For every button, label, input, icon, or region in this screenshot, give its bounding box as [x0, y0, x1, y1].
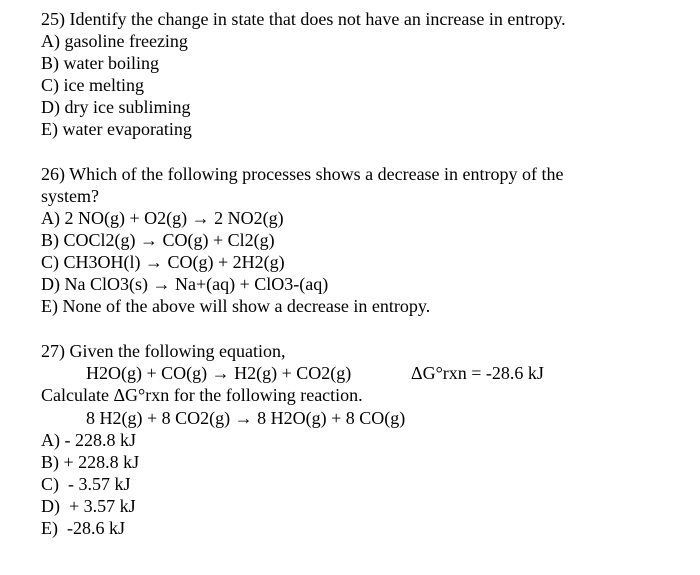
q25-option-a: A) gasoline freezing — [41, 31, 188, 51]
q27-option-d: D) + 3.57 kJ — [41, 496, 136, 516]
q26-prompt-line-2: system? — [41, 186, 99, 206]
q27-option-a: A) - 228.8 kJ — [41, 430, 136, 450]
q26-option-c: C) CH3OH(l) → CO(g) + 2H2(g) — [41, 252, 285, 272]
q27-given-equation: H2O(g) + CO(g) → H2(g) + CO2(g) — [86, 363, 352, 383]
q25-option-c: C) ice melting — [41, 75, 144, 95]
q27-option-e: E) -28.6 kJ — [41, 518, 125, 538]
q25-prompt: 25) Identify the change in state that does not have an increase in entropy. — [41, 9, 566, 29]
q26-option-b: B) COCl2(g) → CO(g) + Cl2(g) — [41, 230, 275, 250]
q26-option-d: D) Na ClO3(s) → Na+(aq) + ClO3-(aq) — [41, 274, 329, 294]
q25-option-d: D) dry ice subliming — [41, 97, 191, 117]
q27-option-c: C) - 3.57 kJ — [41, 474, 131, 494]
q26-option-a: A) 2 NO(g) + O2(g) → 2 NO2(g) — [41, 208, 284, 228]
q25-option-e: E) water evaporating — [41, 119, 192, 139]
q26-option-e: E) None of the above will show a decrease in entropy. — [41, 296, 431, 316]
q27-option-b: B) + 228.8 kJ — [41, 452, 140, 472]
q27-target-equation: 8 H2(g) + 8 CO2(g) → 8 H2O(g) + 8 CO(g) — [86, 408, 406, 428]
q27-prompt: 27) Given the following equation, — [41, 341, 286, 361]
q26-prompt-line-1: 26) Which of the following processes shows a decrease in entropy of the — [41, 164, 564, 184]
q25-option-b: B) water boiling — [41, 53, 159, 73]
q27-instruction: Calculate ΔG°rxn for the following reaction. — [41, 385, 363, 405]
q27-given-delta-g: ΔG°rxn = -28.6 kJ — [411, 363, 544, 383]
